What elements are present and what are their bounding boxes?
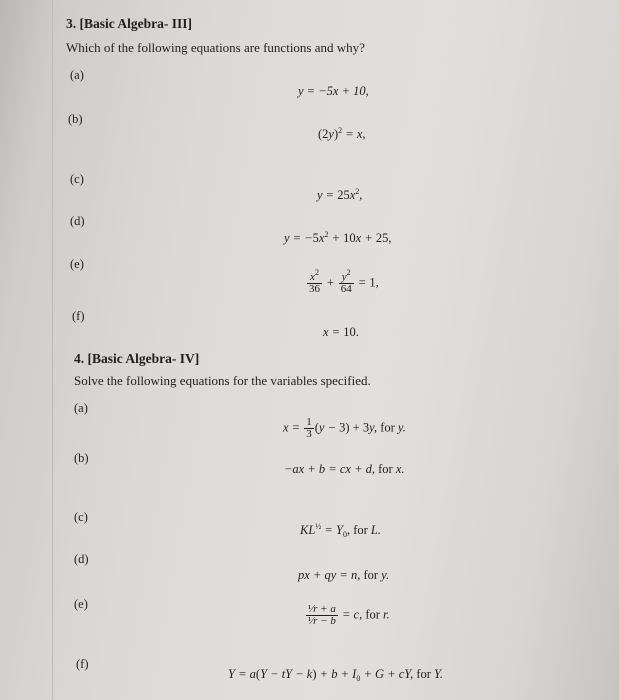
item-4e-label: (e) <box>74 597 88 611</box>
item-4c-label: (c) <box>74 510 88 524</box>
section-3-heading: 3. [Basic Algebra- III] <box>66 16 192 31</box>
item-3e-label: (e) <box>70 257 84 271</box>
item-4e-equation: $\frac{\text{¹⁄r + a}}{\text{¹⁄r − b}}$ = c, for r. <box>308 603 390 627</box>
item-4a-label: (a) <box>74 401 88 415</box>
item-3a-label: (a) <box>70 68 84 82</box>
item-4f-label: (f) <box>76 657 89 671</box>
section-4-instruction: Solve the following equations for the variables specified. <box>74 373 371 388</box>
item-3a-equation: y = −5x + 10, <box>298 84 369 98</box>
item-4d-equation: px + qy = n, for y. <box>298 568 390 582</box>
item-3d-equation: $y = -5x^2 + 10x + 25$, <box>284 230 392 245</box>
item-3d-label: (d) <box>70 214 85 228</box>
item-3f-label: (f) <box>72 309 85 323</box>
item-4b-label: (b) <box>74 451 89 465</box>
item-3e-equation: $\frac{x^2}{36}$ + $\frac{y^2}{64}$ = 1, <box>309 268 379 295</box>
item-4a-equation: x = $\frac{1}{3}$ (y − 3) + 3y, for y. <box>283 416 406 440</box>
item-3f-equation: x = 10. <box>323 325 359 339</box>
item-3c-equation: $y = 25x^2$, <box>317 187 363 202</box>
item-3b-equation: $(2y)^2 = x$, <box>318 126 366 141</box>
item-3b-label: (b) <box>68 112 83 126</box>
section-4-heading: 4. [Basic Algebra- IV] <box>74 351 200 366</box>
item-4c-equation: $KL^{\frac{1}{2}} = Y_0$, for L. <box>300 522 381 539</box>
notebook-margin-line <box>52 0 53 700</box>
item-4b-equation: −ax + b = cx + d, for x. <box>284 462 405 476</box>
item-3c-label: (c) <box>70 172 84 186</box>
item-4f-equation: Y = a(Y − tY − $k) + b + I_0 + G$ + cY, for Y. <box>228 667 443 683</box>
item-4d-label: (d) <box>74 552 89 566</box>
section-3-question: Which of the following equations are functions and why? <box>66 40 365 55</box>
